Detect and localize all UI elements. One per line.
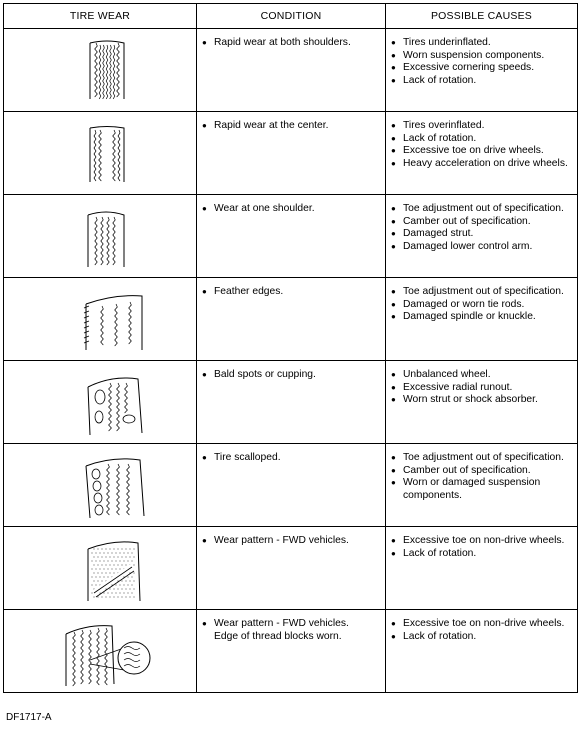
- table-row: [4, 29, 578, 112]
- header-possible-causes: POSSIBLE CAUSES: [386, 4, 578, 29]
- cause-item: ● Unbalanced wheel.: [397, 369, 573, 382]
- possible-causes-cell: [386, 444, 578, 527]
- cause-item: ● Excessive toe on drive wheels.: [397, 145, 573, 158]
- cause-item: ● Worn strut or shock absorber.: [397, 394, 573, 407]
- tire-feather-edge-icon: [4, 278, 196, 360]
- tire-wear-figure-cell: [4, 195, 197, 278]
- cause-item: ● Toe adjustment out of specification.: [397, 286, 573, 299]
- cause-item: ● Worn suspension components.: [397, 50, 573, 63]
- condition-text: ● Feather edges.: [208, 286, 381, 299]
- tire-wear-figure-cell: [4, 278, 197, 361]
- tire-diagonal-wear-icon: [4, 527, 196, 609]
- tire-cupping-icon: [4, 361, 196, 443]
- cause-item: ● Damaged spindle or knuckle.: [397, 311, 573, 324]
- condition-text: ● Rapid wear at the center.: [208, 120, 381, 133]
- tire-wear-figure-cell: [4, 527, 197, 610]
- cause-item: ● Excessive radial runout.: [397, 382, 573, 395]
- table-row: [4, 112, 578, 195]
- cause-item: ● Damaged strut.: [397, 228, 573, 241]
- header-tire-wear: TIRE WEAR: [4, 4, 197, 29]
- condition-cell: [197, 278, 386, 361]
- table-row: [4, 444, 578, 527]
- cause-item: ● Heavy acceleration on drive wheels.: [397, 158, 573, 171]
- possible-causes-cell: [386, 610, 578, 693]
- cause-item: ● Lack of rotation.: [397, 548, 573, 561]
- tire-wear-figure-cell: [4, 112, 197, 195]
- cause-item: ● Camber out of specification.: [397, 216, 573, 229]
- condition-cell: [197, 444, 386, 527]
- condition-text: ● Wear at one shoulder.: [208, 203, 381, 216]
- cause-item: ● Excessive toe on non-drive wheels.: [397, 618, 573, 631]
- condition-text: ● Bald spots or cupping.: [208, 369, 381, 382]
- condition-cell: [197, 29, 386, 112]
- possible-causes-cell: [386, 527, 578, 610]
- cause-item: ● Worn or damaged suspension components.: [397, 477, 573, 502]
- possible-causes-cell: [386, 112, 578, 195]
- table-row: [4, 361, 578, 444]
- header-condition: CONDITION: [197, 4, 386, 29]
- cause-item: ● Damaged or worn tie rods.: [397, 299, 573, 312]
- tire-wear-figure-cell: [4, 444, 197, 527]
- cause-item: ● Tires underinflated.: [397, 37, 573, 50]
- figure-id: DF1717-A: [6, 712, 52, 723]
- condition-cell: [197, 112, 386, 195]
- tire-wear-table: [3, 3, 578, 693]
- cause-item: ● Excessive toe on non-drive wheels.: [397, 535, 573, 548]
- table-row: [4, 195, 578, 278]
- condition-text: ● Rapid wear at both shoulders.: [208, 37, 381, 50]
- cause-item: ● Camber out of specification.: [397, 465, 573, 478]
- table-row: [4, 278, 578, 361]
- table-row: [4, 527, 578, 610]
- cause-item: ● Tires overinflated.: [397, 120, 573, 133]
- possible-causes-cell: [386, 29, 578, 112]
- tire-wear-figure-cell: [4, 610, 197, 693]
- condition-text: ● Wear pattern - FWD vehicles.: [208, 618, 381, 631]
- cause-item: ● Lack of rotation.: [397, 133, 573, 146]
- condition-cell: [197, 610, 386, 693]
- possible-causes-cell: [386, 195, 578, 278]
- possible-causes-cell: [386, 278, 578, 361]
- tire-one-shoulder-wear-icon: [4, 195, 196, 277]
- header-row: [4, 4, 578, 29]
- condition-text: Edge of thread blocks worn.: [214, 630, 342, 642]
- tire-scalloped-icon: [4, 444, 196, 526]
- tire-wear-figure-cell: [4, 361, 197, 444]
- condition-cell: [197, 195, 386, 278]
- cause-item: ● Excessive cornering speeds.: [397, 62, 573, 75]
- cause-item: ● Damaged lower control arm.: [397, 241, 573, 254]
- condition-text: ● Wear pattern - FWD vehicles.: [208, 535, 381, 548]
- tire-both-shoulders-wear-icon: [4, 29, 196, 111]
- cause-item: ● Toe adjustment out of specification.: [397, 203, 573, 216]
- condition-cell: [197, 527, 386, 610]
- table-row: [4, 610, 578, 693]
- cause-item: ● Lack of rotation.: [397, 631, 573, 644]
- cause-item: ● Lack of rotation.: [397, 75, 573, 88]
- condition-text: ● Tire scalloped.: [208, 452, 381, 465]
- possible-causes-cell: [386, 361, 578, 444]
- tire-block-edge-wear-icon: [4, 610, 196, 692]
- condition-cell: [197, 361, 386, 444]
- cause-item: ● Toe adjustment out of specification.: [397, 452, 573, 465]
- tire-wear-figure-cell: [4, 29, 197, 112]
- tire-center-wear-icon: [4, 112, 196, 194]
